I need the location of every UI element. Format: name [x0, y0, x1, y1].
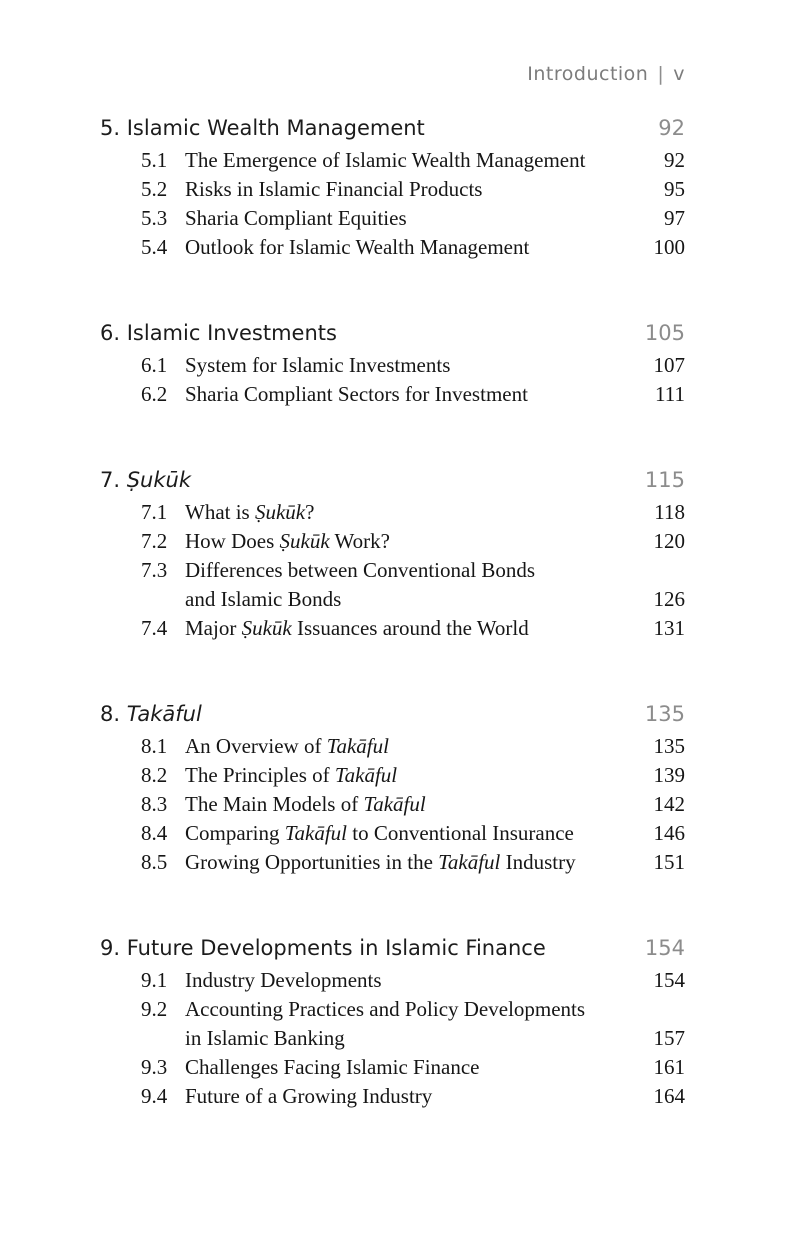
text-run: Differences between Conventional Bonds: [185, 558, 536, 582]
item-page-number: 135: [653, 734, 685, 758]
italic-term: Ṣukūk: [241, 616, 292, 640]
item-page-number: 92: [664, 148, 685, 172]
item-number: 9.4: [141, 1084, 168, 1108]
italic-term: Ṣukūk: [126, 468, 191, 492]
toc-item-line: [141, 175, 685, 204]
text-run: Issuances around the World: [291, 616, 529, 640]
text-run: The Emergence of Islamic Wealth Management: [185, 148, 586, 172]
item-title: [185, 351, 654, 380]
text-run: Outlook for Islamic Wealth Management: [185, 235, 530, 259]
toc-section: [100, 318, 685, 409]
item-title: [185, 848, 654, 877]
item-number: 8.1: [141, 734, 168, 758]
toc-item-line: [141, 204, 685, 233]
text-run: An Overview of: [185, 734, 327, 758]
text-run: What is: [185, 500, 255, 524]
section-number: 9.: [100, 936, 127, 960]
section-items: [100, 966, 685, 1111]
item-number: 8.2: [141, 763, 168, 787]
item-title: [185, 1082, 654, 1111]
text-run: Work?: [329, 529, 390, 553]
item-page-number: 142: [653, 792, 685, 816]
toc-item-line: [141, 556, 685, 585]
toc-item-line: [141, 995, 685, 1024]
section-items: [100, 351, 685, 409]
text-run: System for Islamic Investments: [185, 353, 451, 377]
section-page-number: 135: [644, 702, 685, 726]
section-number: 6.: [100, 321, 127, 345]
toc-item-line: [141, 585, 685, 614]
item-number: 9.1: [141, 968, 168, 992]
section-heading: [100, 699, 685, 729]
item-number: 5.2: [141, 177, 168, 201]
item-number: 8.5: [141, 850, 168, 874]
item-title: [185, 790, 654, 819]
text-run: Comparing: [185, 821, 285, 845]
item-title: [185, 175, 664, 204]
item-title: [185, 233, 654, 262]
item-number: 7.3: [141, 558, 168, 582]
item-number: 5.3: [141, 206, 168, 230]
item-page-number: 139: [653, 763, 685, 787]
item-page-number: 95: [664, 177, 685, 201]
text-run: Risks in Islamic Financial Products: [185, 177, 483, 201]
item-page-number: 107: [653, 353, 685, 377]
toc-section: [100, 113, 685, 262]
toc-item-line: [141, 614, 685, 643]
item-number: 6.2: [141, 382, 168, 406]
toc-section: [100, 933, 685, 1111]
item-number: 8.4: [141, 821, 168, 845]
item-page-number: 151: [653, 850, 685, 874]
running-header: [100, 62, 685, 86]
section-title: [100, 933, 645, 963]
text-run: and Islamic Bonds: [185, 587, 342, 611]
item-page-number: 164: [653, 1084, 685, 1108]
toc-item-line: [141, 233, 685, 262]
italic-term: Ṣukūk: [254, 500, 306, 524]
section-page-number: 105: [644, 321, 685, 345]
section-page-number: 92: [658, 116, 685, 140]
item-page-number: 161: [653, 1055, 685, 1079]
section-page-number: 154: [644, 936, 685, 960]
section-heading: [100, 113, 685, 143]
running-header-section: Introduction: [527, 63, 649, 85]
text-run: Sharia Compliant Sectors for Investment: [185, 382, 528, 406]
item-page-number: 154: [653, 968, 685, 992]
item-title: [185, 1024, 654, 1053]
item-title: [185, 498, 654, 527]
section-heading: [100, 933, 685, 963]
item-page-number: 118: [654, 500, 685, 524]
item-title: [185, 204, 664, 233]
text-run: Challenges Facing Islamic Finance: [185, 1055, 480, 1079]
section-title: [100, 113, 658, 143]
italic-term: Takāful: [334, 763, 398, 787]
item-page-number: 126: [653, 587, 685, 611]
running-header-divider: |: [657, 63, 665, 85]
section-title: [100, 699, 645, 729]
item-page-number: 120: [653, 529, 685, 553]
item-title: [185, 995, 685, 1024]
toc-item-line: [141, 848, 685, 877]
toc-item-line: [141, 1053, 685, 1082]
italic-term: Takāful: [363, 792, 426, 816]
section-title: [100, 318, 645, 348]
item-title: [185, 966, 654, 995]
toc-item-line: [141, 380, 685, 409]
item-page-number: 131: [653, 616, 685, 640]
section-heading: [100, 318, 685, 348]
text-run: Sharia Compliant Equities: [185, 206, 407, 230]
section-heading: [100, 465, 685, 495]
item-number: 5.1: [141, 148, 168, 172]
section-number: 5.: [100, 116, 127, 140]
item-number: 6.1: [141, 353, 168, 377]
text-run: Growing Opportunities in the: [185, 850, 439, 874]
toc-item-line: [141, 790, 685, 819]
section-number: 8.: [100, 702, 127, 726]
toc-section: [100, 699, 685, 877]
item-page-number: 111: [655, 382, 685, 406]
table-of-contents: [100, 113, 685, 1111]
section-title: [100, 465, 645, 495]
item-title: [185, 146, 664, 175]
text-run: Future of a Growing Industry: [185, 1084, 433, 1108]
item-title: [185, 732, 654, 761]
item-number: 7.2: [141, 529, 168, 553]
item-number: 7.1: [141, 500, 168, 524]
page-content: [100, 0, 685, 1111]
text-run: ?: [305, 500, 315, 524]
italic-term: Takāful: [284, 821, 347, 845]
text-run: Islamic Investments: [126, 321, 337, 345]
toc-item-line: [141, 966, 685, 995]
item-page-number: 146: [653, 821, 685, 845]
toc-section: [100, 465, 685, 643]
item-title: [185, 527, 654, 556]
item-page-number: 100: [653, 235, 685, 259]
toc-item-line: [141, 527, 685, 556]
text-run: Industry Developments: [185, 968, 382, 992]
toc-item-line: [141, 1024, 685, 1053]
toc-item-line: [141, 732, 685, 761]
item-title: [185, 585, 654, 614]
item-number: 9.2: [141, 997, 168, 1021]
item-title: [185, 819, 654, 848]
item-title: [185, 761, 654, 790]
text-run: Islamic Wealth Management: [126, 116, 425, 140]
running-header-page: v: [673, 63, 685, 85]
section-items: [100, 732, 685, 877]
text-run: The Main Models of: [185, 792, 364, 816]
item-number: 9.3: [141, 1055, 168, 1079]
section-page-number: 115: [644, 468, 685, 492]
text-run: Industry: [500, 850, 576, 874]
toc-item-line: [141, 819, 685, 848]
toc-item-line: [141, 1082, 685, 1111]
italic-term: Takāful: [126, 702, 202, 726]
item-title: [185, 614, 654, 643]
item-page-number: 157: [653, 1026, 685, 1050]
item-number: 8.3: [141, 792, 168, 816]
item-title: [185, 1053, 654, 1082]
text-run: Major: [185, 616, 242, 640]
text-run: The Principles of: [185, 763, 335, 787]
toc-item-line: [141, 761, 685, 790]
item-number: 5.4: [141, 235, 168, 259]
italic-term: Takāful: [438, 850, 501, 874]
section-number: 7.: [100, 468, 127, 492]
item-number: 7.4: [141, 616, 168, 640]
section-items: [100, 498, 685, 643]
text-run: How Does: [185, 529, 280, 553]
item-title: [185, 380, 655, 409]
text-run: Accounting Practices and Policy Developments: [185, 997, 586, 1021]
item-page-number: 97: [664, 206, 685, 230]
text-run: Future Developments in Islamic Finance: [126, 936, 546, 960]
item-title: [185, 556, 685, 585]
toc-item-line: [141, 146, 685, 175]
toc-item-line: [141, 498, 685, 527]
text-run: to Conventional Insurance: [347, 821, 574, 845]
section-items: [100, 146, 685, 262]
italic-term: Ṣukūk: [279, 529, 330, 553]
toc-item-line: [141, 351, 685, 380]
italic-term: Takāful: [326, 734, 389, 758]
text-run: in Islamic Banking: [185, 1026, 345, 1050]
